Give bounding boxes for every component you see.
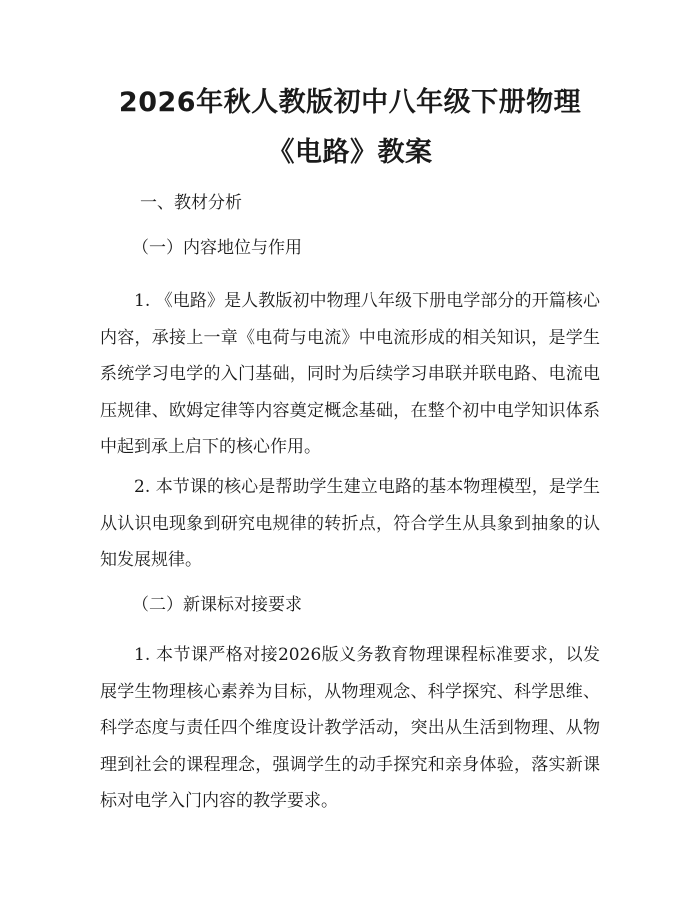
section-heading-textbook-analysis: 一、教材分析	[140, 193, 242, 213]
paragraph-curriculum-standards-1: 1. 本节课严格对接2026版义务教育物理课程标准要求，以发展学生物理核心素养为目标，从物理观念、科学探究、科学思维、科学态度与责任四个维度设计教学活动，突出从生活到物理、从物理到社会的课程理念，强调学生的动手探究和亲身体验，落实新课标对电学入门内容的教学要求。	[100, 645, 600, 811]
document-title: 2026年秋人教版初中八年级下册物理《电路》教案	[118, 87, 582, 168]
subsection-heading-content-role: （一）内容地位与作用	[132, 238, 302, 258]
paragraph-content-role-2: 2. 本节课的核心是帮助学生建立电路的基本物理模型，是学生从认识电现象到研究电规律的转折点，符合学生从具象到抽象的认知发展规律。	[100, 477, 600, 570]
subsection-heading-curriculum-standards: （二）新课标对接要求	[132, 595, 302, 615]
paragraph-content-role-1: 1. 《电路》是人教版初中物理八年级下册电学部分的开篇核心内容，承接上一章《电荷与电流》中电流形成的相关知识，是学生系统学习电学的入门基础，同时为后续学习串联并联电路、电流电压规律、欧姆定律等内容奠定概念基础，在整个初中电学知识体系中起到承上启下的核心作用。	[100, 291, 600, 457]
